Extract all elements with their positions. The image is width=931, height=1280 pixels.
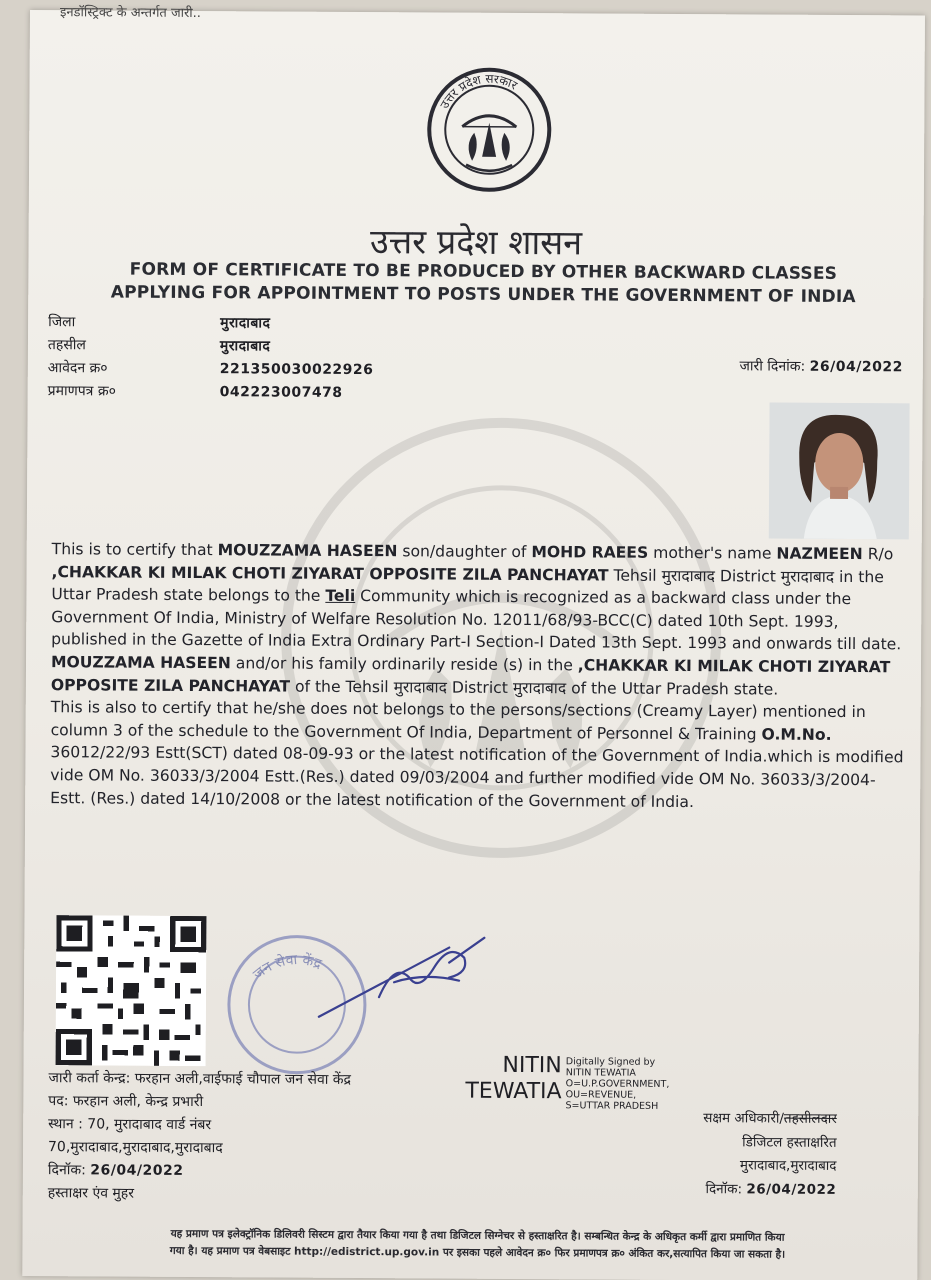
body-text-segment: in the Uttar Pradesh state belongs to the bbox=[51, 567, 884, 606]
signature-detail-line: OU=REVENUE, bbox=[565, 1089, 637, 1101]
body-text-segment: District bbox=[714, 566, 781, 586]
field-row-certificate-no bbox=[48, 379, 374, 404]
body-text-segment: District bbox=[446, 678, 513, 697]
certificate-body bbox=[50, 538, 912, 814]
issue-date bbox=[739, 356, 902, 376]
signature-detail-line: Digitally Signed by bbox=[565, 1056, 656, 1068]
up-emblem-icon bbox=[424, 64, 555, 195]
handwritten-signature bbox=[299, 922, 500, 1033]
body-text-segment: mother's name bbox=[648, 543, 777, 563]
issuer-sign-label: हस्ताक्षर एंव मुहर bbox=[47, 1185, 135, 1202]
signer-first-name: NITIN bbox=[502, 1052, 562, 1079]
father-name: MOHD RAEES bbox=[531, 543, 649, 562]
issue-date-label: जारी दिनांक: bbox=[739, 358, 806, 375]
field-row-tehsil bbox=[48, 333, 374, 358]
field-row-application-no bbox=[48, 356, 374, 381]
district-value: मुरादाबाद bbox=[512, 678, 567, 697]
govt-title: उत्तर प्रदेश शासन bbox=[369, 222, 583, 264]
issuing-center: जारी कर्ता केन्द्र: फरहान अली,वाईफाई चौपाल जन सेवा केंद्र bbox=[48, 1070, 352, 1088]
applicant-photo bbox=[769, 403, 910, 540]
signature-detail-line: NITIN TEWATIA bbox=[565, 1067, 636, 1079]
qr-code bbox=[56, 915, 207, 1066]
signature-detail bbox=[566, 1053, 670, 1112]
field-row-district bbox=[48, 310, 374, 335]
om-no-label: O.M.No. bbox=[761, 725, 832, 744]
residence-address: ,CHAKKAR KI MILAK CHOTI ZIYARAT OPPOSITE ZILA PANCHAYAT bbox=[51, 562, 609, 585]
emblem-text: उत्तर प्रदेश सरकार bbox=[437, 71, 520, 111]
body-text-segment: This is to certify that bbox=[51, 540, 218, 560]
creamy-layer-paragraph bbox=[50, 696, 911, 814]
residence-address: ,CHAKKAR KI MILAK CHOTI ZIYARAT OPPOSITE ZILA PANCHAYAT bbox=[50, 656, 891, 696]
field-label: तहसील bbox=[47, 337, 87, 354]
tehsil-value: मुरादाबाद bbox=[661, 566, 715, 585]
field-label: जिला bbox=[48, 314, 76, 331]
issuing-center-info bbox=[48, 1067, 351, 1207]
field-value: मुरादाबाद bbox=[219, 338, 271, 355]
footer-note bbox=[52, 1225, 902, 1264]
svg-text:उत्तर प्रदेश सरकार bbox=[437, 71, 520, 111]
body-text-segment: 36012/22/93 Estt(SCT) dated 08-09-93 or the latest notification of the Government of India.which is modified vide OM No. 36033/3/2004 Estt.(Res.) dated 09/03/2004 and further modified vide OM No. 36033/3/2004-Estt. (Res.) dated 14/10/2008 or the latest notification of the Government of India. bbox=[50, 743, 904, 811]
officer-date-label: दिनॉक: bbox=[705, 1180, 743, 1197]
tehsil-value: मुरादाबाद bbox=[393, 677, 447, 697]
field-value: मुरादाबाद bbox=[220, 315, 271, 332]
body-text-segment: Community which is recognized as a backward class under the Government Of India, Ministry of Welfare Resolution No. 12011/68/93-BCC(C) dated 10th Sept. 1993, published in the Gazette of India Extra Ordinary Part-I Section-I Dated 13th Sept. 1993 and onwards till date. bbox=[51, 587, 902, 654]
field-label: आवेदन क्र० bbox=[47, 360, 108, 377]
digital-signature-block bbox=[465, 1053, 669, 1112]
issuer-post: पद: फरहान अली, केन्द्र प्रभारी bbox=[48, 1093, 204, 1111]
signature-detail-line: S=UTTAR PRADESH bbox=[565, 1100, 659, 1112]
field-value: 042223007478 bbox=[219, 383, 343, 401]
competent-officer-block bbox=[703, 1107, 837, 1202]
body-text-segment: This is also to certify that he/she does not belongs to the persons/sections (Creamy Layer) mentioned in column 3 of the schedule to the Government Of India, Department of Personnel & Training bbox=[50, 698, 866, 744]
officer-title bbox=[703, 1107, 837, 1131]
body-text-segment: son/daughter of bbox=[397, 542, 532, 562]
issuer-place-line-2: 70,मुरादाबाद,मुरादाबाद,मुरादाबाद bbox=[48, 1139, 223, 1157]
field-value: 221350030022926 bbox=[219, 360, 374, 378]
certificate-fields bbox=[48, 310, 374, 404]
community-name: Teli bbox=[325, 587, 356, 606]
issuer-place: स्थान : 70, मुरादाबाद वार्ड नंबर bbox=[48, 1116, 212, 1134]
mother-name: NAZMEEN bbox=[776, 544, 863, 564]
body-text-segment: of the Tehsil bbox=[289, 677, 394, 696]
footer-line-2: गया है। यह प्रमाण पत्र वेबसाइट http://edistrict.up.gov.in पर इसका पहले आवेदन क्र० फिर प्रमाणपत्र क्र० अंकित कर,सत्यापित किया जा सकता है। bbox=[169, 1244, 786, 1261]
signer-name bbox=[465, 1053, 562, 1106]
officer-title-text: सक्षम अधिकारी/ bbox=[703, 1110, 785, 1127]
digitally-signed-label: डिजिटल हस्ताक्षरित bbox=[742, 1133, 837, 1151]
officer-date-value: 26/04/2022 bbox=[746, 1180, 837, 1198]
issue-date-value: 26/04/2022 bbox=[809, 358, 903, 376]
officer-place: मुरादाबाद,मुरादाबाद bbox=[739, 1157, 837, 1174]
signature-detail-line: O=U.P.GOVERNMENT, bbox=[565, 1078, 670, 1090]
district-value: मुरादाबाद bbox=[780, 567, 835, 586]
form-title bbox=[88, 258, 878, 309]
footer-line-1: यह प्रमाण पत्र इलेक्ट्रॉनिक डिलिवरी सिस्टम द्वारा तैयार किया गया है तथा डिजिटल सिग्नेचर से हस्ताक्षरित है। सम्बन्धित केन्द्र के अधिकृत कर्मी द्वारा प्रमाणित किया bbox=[170, 1227, 785, 1244]
applicant-name: MOUZZAMA HASEEN bbox=[50, 653, 231, 673]
field-label: प्रमाणपत्र क्र० bbox=[47, 383, 116, 400]
signer-last-name: TEWATIA bbox=[465, 1078, 562, 1105]
top-note: इनडॉस्ट्रिक्ट के अन्तर्गत जारी.. bbox=[59, 5, 201, 22]
body-text-segment: of the Uttar Pradesh state. bbox=[566, 678, 779, 699]
form-title-line-1: FORM OF CERTIFICATE TO BE PRODUCED BY OTHER BACKWARD CLASSES bbox=[129, 259, 838, 284]
applicant-name: MOUZZAMA HASEEN bbox=[217, 541, 398, 561]
seal-text: जन सेवा केंद्र bbox=[250, 951, 324, 983]
issuer-date-label: दिनॉक: bbox=[47, 1162, 86, 1179]
certificate-page bbox=[22, 5, 925, 1280]
body-text-segment: and/or his family ordinarily reside (s) in the bbox=[230, 654, 578, 675]
issuer-date bbox=[48, 1159, 351, 1184]
residence-paragraph bbox=[51, 651, 911, 701]
body-text-segment: Tehsil bbox=[608, 566, 662, 585]
officer-title-struck: तहसीलदार bbox=[783, 1110, 837, 1127]
body-text-segment: R/o bbox=[862, 545, 894, 564]
certification-paragraph bbox=[51, 538, 912, 656]
form-title-line-2: APPLYING FOR APPOINTMENT TO POSTS UNDER THE GOVERNMENT OF INDIA bbox=[110, 282, 856, 308]
officer-date bbox=[703, 1178, 837, 1202]
issuer-date-value: 26/04/2022 bbox=[90, 1162, 184, 1179]
